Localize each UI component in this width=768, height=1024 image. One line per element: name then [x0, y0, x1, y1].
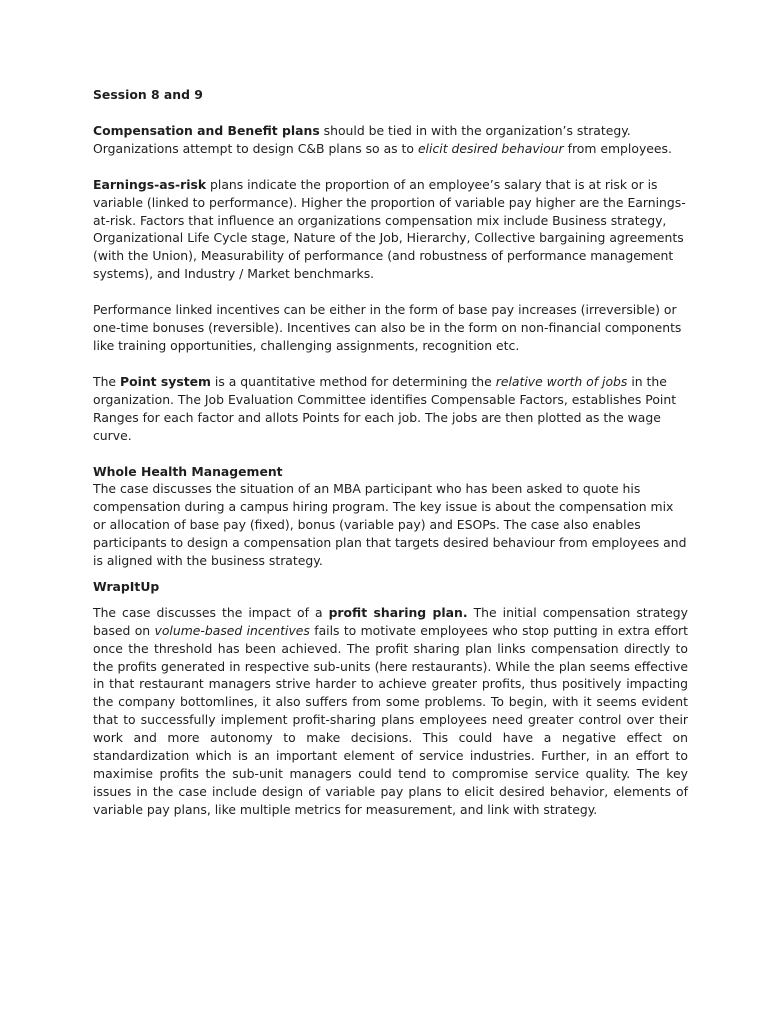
document-page	[93, 86, 688, 819]
term-compensation-benefit: Compensation and Benefit plans	[93, 122, 320, 138]
paragraph-earnings-at-risk	[93, 176, 688, 283]
paragraph-wrapitup	[93, 604, 688, 819]
heading-wrapitup: WrapItUp	[93, 578, 160, 594]
paragraph-performance-incentives	[93, 301, 688, 355]
paragraph-text: should be tied in with the organization’s strategy. Organizations attempt to design C&B plans so as to	[93, 122, 631, 156]
term-elicit-desired-behaviour: elicit desired behaviour	[417, 140, 564, 156]
term-earnings-as-risk: Earnings-as-risk	[93, 176, 207, 192]
paragraph-point-system	[93, 373, 688, 445]
paragraph-text: from employees.	[563, 140, 672, 156]
paragraph-whole-health: The case discusses the situation of an MBA participant who has been asked to quote his compensation during a campus hiring program. The key issue is about the compensation mix or allocation of base pay (fixed), bonus (variable pay) and ESOPs. The case also enables participants to design a compensation plan that targets desired behaviour from employees and is aligned with the business strategy.	[93, 481, 687, 569]
paragraph-text: The	[93, 373, 120, 389]
term-profit-sharing-plan: profit sharing plan.	[328, 604, 468, 620]
paragraph-text: The case discusses the impact of a	[93, 604, 329, 620]
paragraph-text: fails to motivate employees who stop putting in extra effort once the threshold has been achieved. The profit sharing plan links compensation directly to the profits generated in respective sub-units (here restaurants). While the plan seems effective in that restaurant managers strive harder to achieve greater profits, thus positively impacting the company bottomlines, it also suffers from some problems. To begin, with it seems evident that to successfully implement profit-sharing plans employees need greater control over their work and more autonomy to make decisions. This could have a negative effect on standardization which is an important element of service industries. Further, in an effort to maximise profits the sub-unit managers could tend to compromise service quality. The key issues in the case include design of variable pay plans to elicit desired behavior, elements of variable pay plans, like multiple metrics for measurement, and link with strategy.	[93, 622, 689, 817]
session-title: Session 8 and 9	[93, 87, 203, 102]
term-point-system: Point system	[119, 373, 211, 389]
paragraph-text: is a quantitative method for determining the	[210, 373, 496, 389]
paragraph-text: plans indicate the proportion of an employee’s salary that is at risk or is variable (linked to performance). Higher the proportion of variable pay higher are the Earnings-at-risk. Factors that influence an organizations compensation mix include Business strategy, Organizational Life Cycle stage, Nature of the Job, Hierarchy, Collective bargaining agreements (with the Union), Measurability of performance (and robustness of performance management systems), and Industry / Market benchmarks.	[93, 176, 686, 282]
paragraph-text: in the organization. The Job Evaluation Committee identifies Compensable Factors, establishes Point Ranges for each factor and allots Points for each job. The jobs are then plotted as the wage curve.	[93, 373, 677, 443]
paragraph-text: Performance linked incentives can be either in the form of base pay increases (irreversible) or one-time bonuses (reversible). Incentives can also be in the form on non-financial components like training opportunities, challenging assignments, recognition etc.	[93, 302, 682, 353]
paragraph-text: The initial compensation strategy based on	[93, 604, 689, 638]
heading-whole-health: Whole Health Management	[93, 463, 283, 479]
term-volume-based-incentives: volume-based incentives	[154, 622, 310, 638]
paragraph-compensation-benefit	[93, 122, 688, 158]
term-relative-worth: relative worth of jobs	[495, 373, 628, 389]
